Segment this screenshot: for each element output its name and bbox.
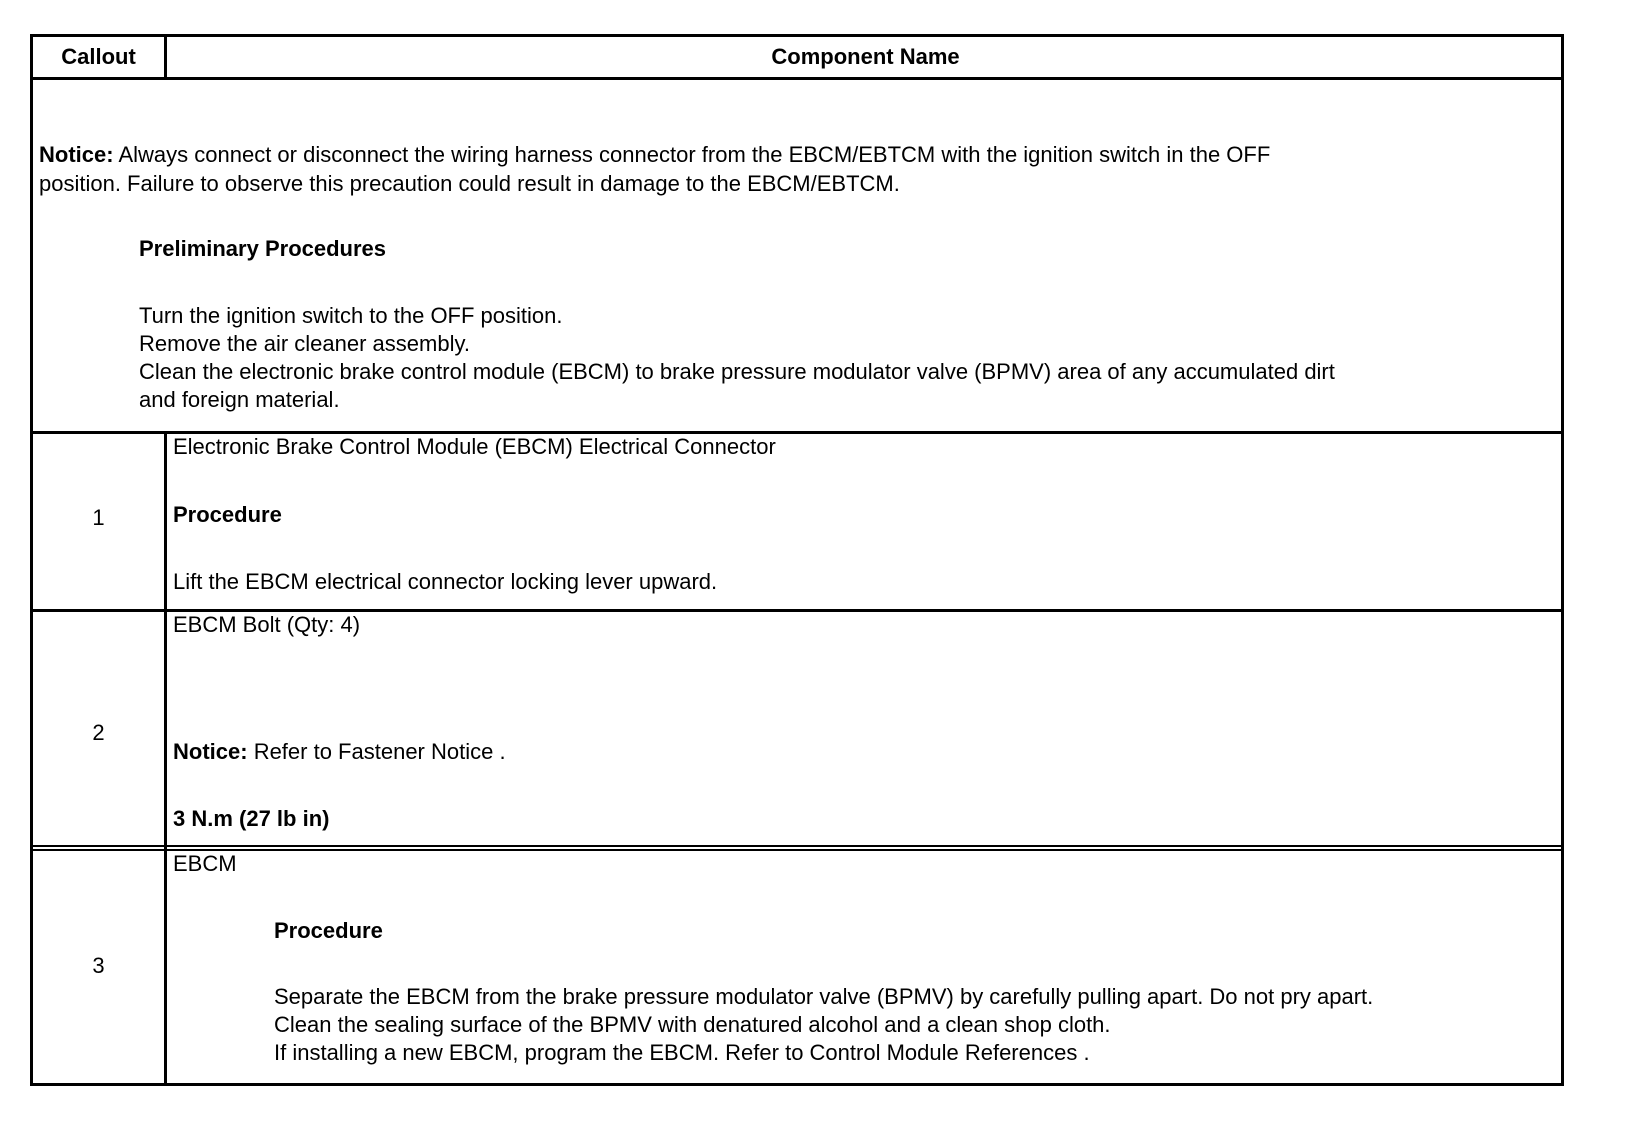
row-1-step: Lift the EBCM electrical connector locking lever upward. bbox=[173, 569, 718, 594]
row2-divider-b bbox=[33, 849, 1561, 851]
notice-label: Notice: bbox=[39, 142, 114, 167]
preliminary-step: Turn the ignition switch to the OFF position. bbox=[139, 303, 563, 328]
row-2-notice-label: Notice: bbox=[173, 739, 248, 764]
row-3-step: If installing a new EBCM, program the EBCM. Refer to Control Module References . bbox=[274, 1040, 1090, 1065]
row2-divider-a bbox=[33, 845, 1561, 847]
row-3-step: Separate the EBCM from the brake pressure modulator valve (BPMV) by carefully pulling apart. Do not pry apart. bbox=[274, 984, 1374, 1009]
row-2-component-name: EBCM Bolt (Qty: 4) bbox=[173, 612, 361, 637]
callout-header: Callout bbox=[61, 44, 136, 69]
preliminary-step: and foreign material. bbox=[139, 387, 340, 412]
row-1-procedure-title: Procedure bbox=[173, 502, 282, 527]
notice-text: Always connect or disconnect the wiring harness connector from the EBCM/EBTCM with the ignition switch in the OFF bbox=[118, 142, 1271, 167]
row-3-component-name: EBCM bbox=[173, 851, 237, 876]
row-3-step: Clean the sealing surface of the BPMV with denatured alcohol and a clean shop cloth. bbox=[274, 1012, 1111, 1037]
row-2-torque: 3 N.m (27 lb in) bbox=[173, 806, 330, 831]
row-2-notice bbox=[173, 739, 506, 765]
row-3-procedure-title: Procedure bbox=[274, 918, 383, 943]
row-2-notice-text: Refer to Fastener Notice . bbox=[253, 739, 506, 764]
intro-notice-line2: position. Failure to observe this precaution could result in damage to the EBCM/EBTCM. bbox=[39, 171, 900, 196]
row-callout-3: 3 bbox=[92, 953, 105, 978]
component-name-header: Component Name bbox=[771, 44, 960, 69]
column-divider-body bbox=[164, 431, 167, 1086]
header-divider bbox=[33, 77, 1561, 80]
row-callout-1: 1 bbox=[92, 505, 105, 530]
preliminary-procedures-title: Preliminary Procedures bbox=[139, 236, 387, 261]
preliminary-step: Clean the electronic brake control module (EBCM) to brake pressure modulator valve (BPMV) area of any accumulated dirt bbox=[139, 359, 1335, 384]
row-1-component-name: Electronic Brake Control Module (EBCM) Electrical Connector bbox=[173, 434, 776, 459]
intro-notice-line1 bbox=[39, 142, 1270, 168]
preliminary-step: Remove the air cleaner assembly. bbox=[139, 331, 470, 356]
component-table bbox=[30, 34, 1564, 1086]
row-callout-2: 2 bbox=[92, 720, 105, 745]
